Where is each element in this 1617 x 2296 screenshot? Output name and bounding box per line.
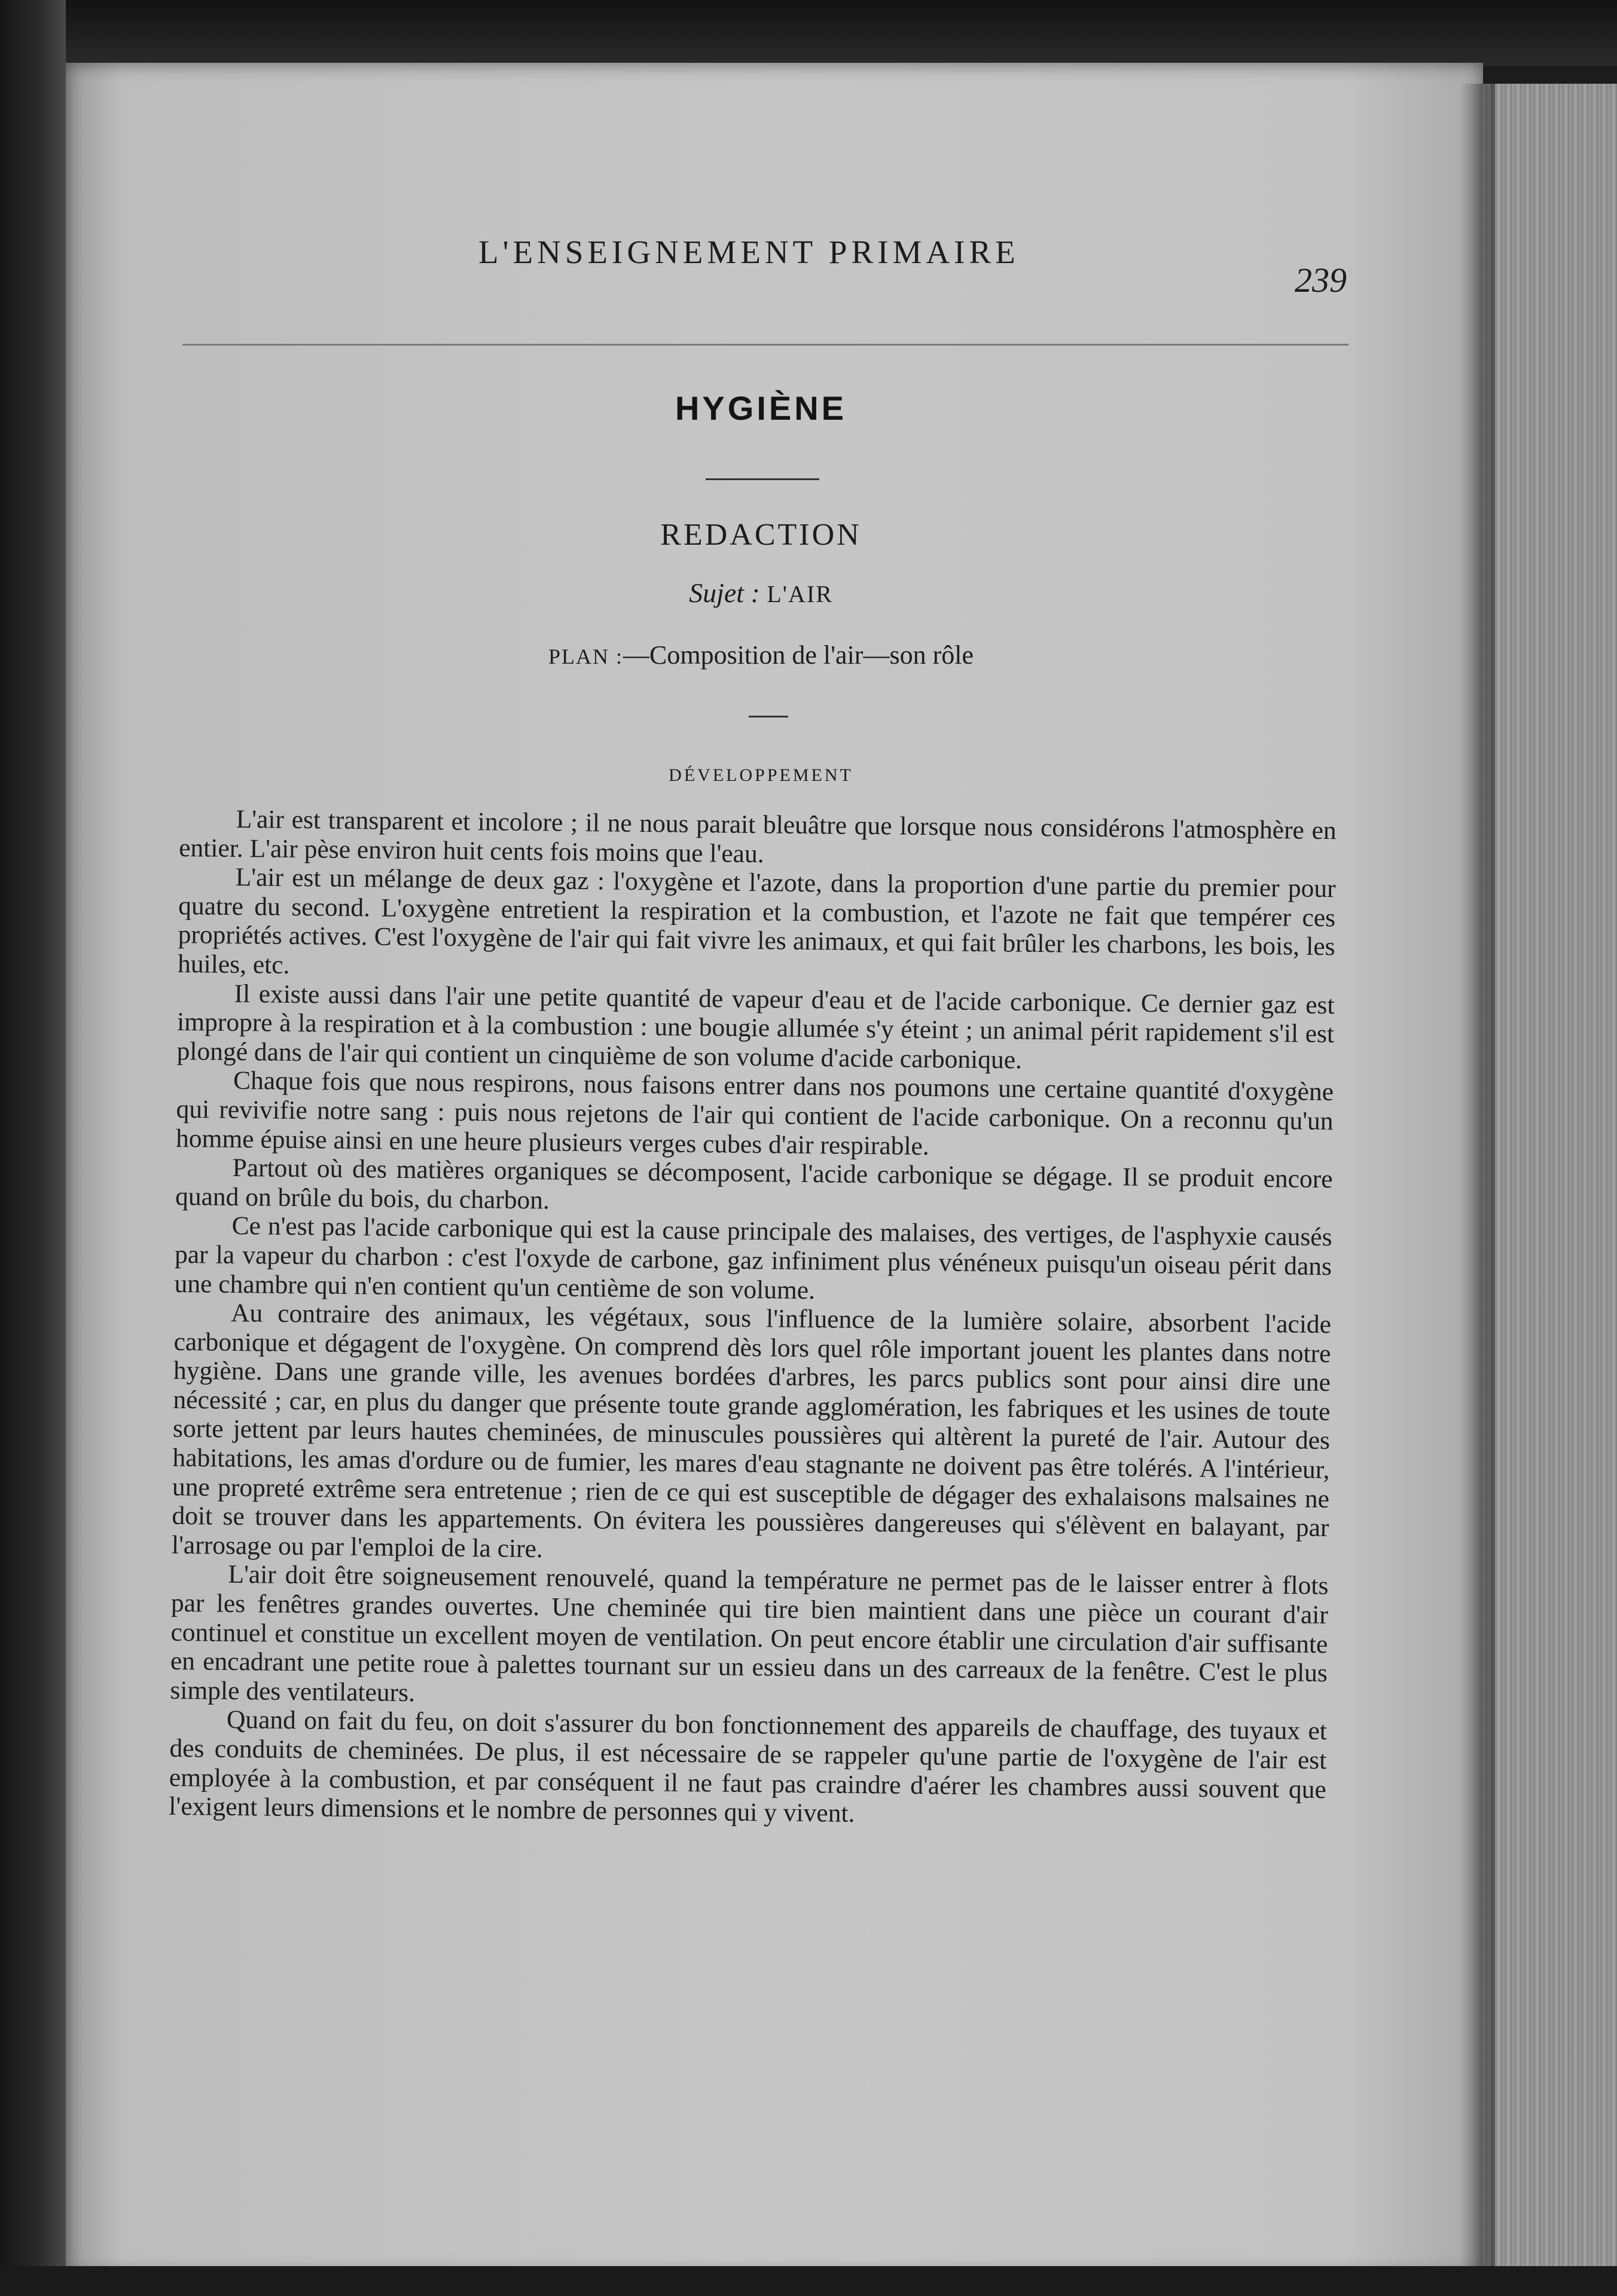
page-fore-edge [1483, 84, 1617, 2296]
plan-text: —Composition de l'air—son rôle [623, 640, 974, 670]
scan-top-edge [0, 0, 1617, 66]
scan-bottom-edge [0, 2266, 1617, 2296]
plan-label: PLAN : [548, 645, 623, 668]
development-heading: DÉVELOPPEMENT [669, 765, 853, 785]
paragraph: L'air est un mélange de deux gaz : l'oxygène et l'azote, dans la proportion d'une partie du premier pour quatre du second. L'oxygène entretient la respiration et la combustion, et l'azote ne fait que tempérer ces propriétés actives. C'est l'oxygène de l'air qui fait vivre les animaux, et qui fait brûler les charbons, les bois, les huiles, etc. [177, 863, 1336, 979]
paragraph: Chaque fois que nous respirons, nous faisons entrer dans nos poumons une certaine quantité d'oxygène qui revivifie notre sang : puis nous rejetons de l'air qui contient de l'acide carbonique. On a reconnu qu'un homme épuise ainsi en une heure plusieurs verges cubes d'air respirable. [175, 1066, 1334, 1161]
article-body [169, 804, 1337, 1833]
paragraph: Partout où des matières organiques se décomposent, l'acide carbonique se dégage. Il se produit encore quand on brûle du bois, du charbon. [175, 1153, 1333, 1215]
running-header: L'ENSEIGNEMENT PRIMAIRE [478, 234, 1020, 270]
plan-divider [749, 716, 788, 718]
page-edge-shadow [1459, 84, 1495, 2296]
page-number: 239 [1295, 261, 1347, 300]
subject-line [66, 577, 1456, 609]
title-divider [706, 478, 819, 480]
article-title-text: HYGIÈNE [675, 389, 847, 427]
paragraph: Au contraire des animaux, les végétaux, sous l'influence de la lumière solaire, absorbent l'acide carbonique et dégagent de l'oxygène. On comprend dès lors quel rôle important jouent les plantes dans notre hygiène. Dans une grande ville, les avenues bordées d'arbres, les parcs publics sont pour ainsi dire une nécessité ; car, en plus du danger que présente toute grande agglomération, les fabriques et les usines de toute sorte jettent par leurs hautes cheminées, de minuscules poussières qui altèrent la pureté de l'air. Autour des habitations, les amas d'ordure ou de fumier, les mares d'eau stagnante ne doivent pas être tolérés. A l'intérieur, une propreté extrême sera entretenue ; rien de ce qui est susceptible de dégager des exhalaisons malsaines ne doit se trouver dans les appartements. On évitera les poussières dangereuses qui s'élèvent en balayant, par l'arrosage ou par l'emploi de la cire. [171, 1299, 1332, 1564]
plan-line [66, 640, 1456, 670]
paragraph: Il existe aussi dans l'air une petite quantité de vapeur d'eau et de l'acide carbonique. Ce dernier gaz est impropre à la respiration et à la combustion : une bougie allumée s'y éteint ; un animal périt rapidement s'il est plongé dans de l'air qui contient un cinquième de son volume d'acide carbonique. [176, 979, 1335, 1074]
section-heading: REDACTION [660, 518, 862, 552]
paragraph: Ce n'est pas l'acide carbonique qui est la cause principale des malaises, des vertiges, de l'asphyxie causés par la vapeur du charbon : c'est l'oxyde de carbone, gaz infiniment plus vénéneux puisqu'un oiseau périt dans une chambre qui n'en contient qu'un centième de son volume. [174, 1211, 1332, 1305]
paragraph: L'air est transparent et incolore ; il ne nous parait bleuâtre que lorsque nous considérons l'atmosphère en entier. L'air pèse environ huit cents fois moins que l'eau. [178, 804, 1337, 868]
header-rule [182, 344, 1348, 346]
article-title [66, 389, 1456, 428]
paragraph: L'air doit être soigneusement renouvelé, quand la température ne permet pas de le laisser entrer à flots par les fenêtres grandes ouvertes. Une cheminée qui tire bien maintient dans une pièce un courant d'air continuel et constitue un excellent moyen de ventilation. On peut encore établir une circulation d'air suffisante en encadrant une petite roue à palettes tournant sur un essieu dans un des carreaux de la fenêtre. C'est le plus simple des ventilateurs. [170, 1560, 1329, 1708]
subject-label: Sujet : [689, 578, 760, 608]
scan-left-edge [0, 0, 66, 2296]
paragraph: Quand on fait du feu, on doit s'assurer du bon fonctionnement des appareils de chauffage, des tuyaux et des conduits de cheminées. De plus, il est nécessaire de se rappeler qu'une partie de l'oxygène de l'air est employée à la combustion, et par conséquent il ne faut pas craindre d'aérer les chambres aussi souvent que l'exigent leurs dimensions et le nombre de personnes qui y vivent. [169, 1705, 1328, 1828]
subject-value: L'AIR [767, 581, 833, 607]
book-page [66, 63, 1483, 2275]
